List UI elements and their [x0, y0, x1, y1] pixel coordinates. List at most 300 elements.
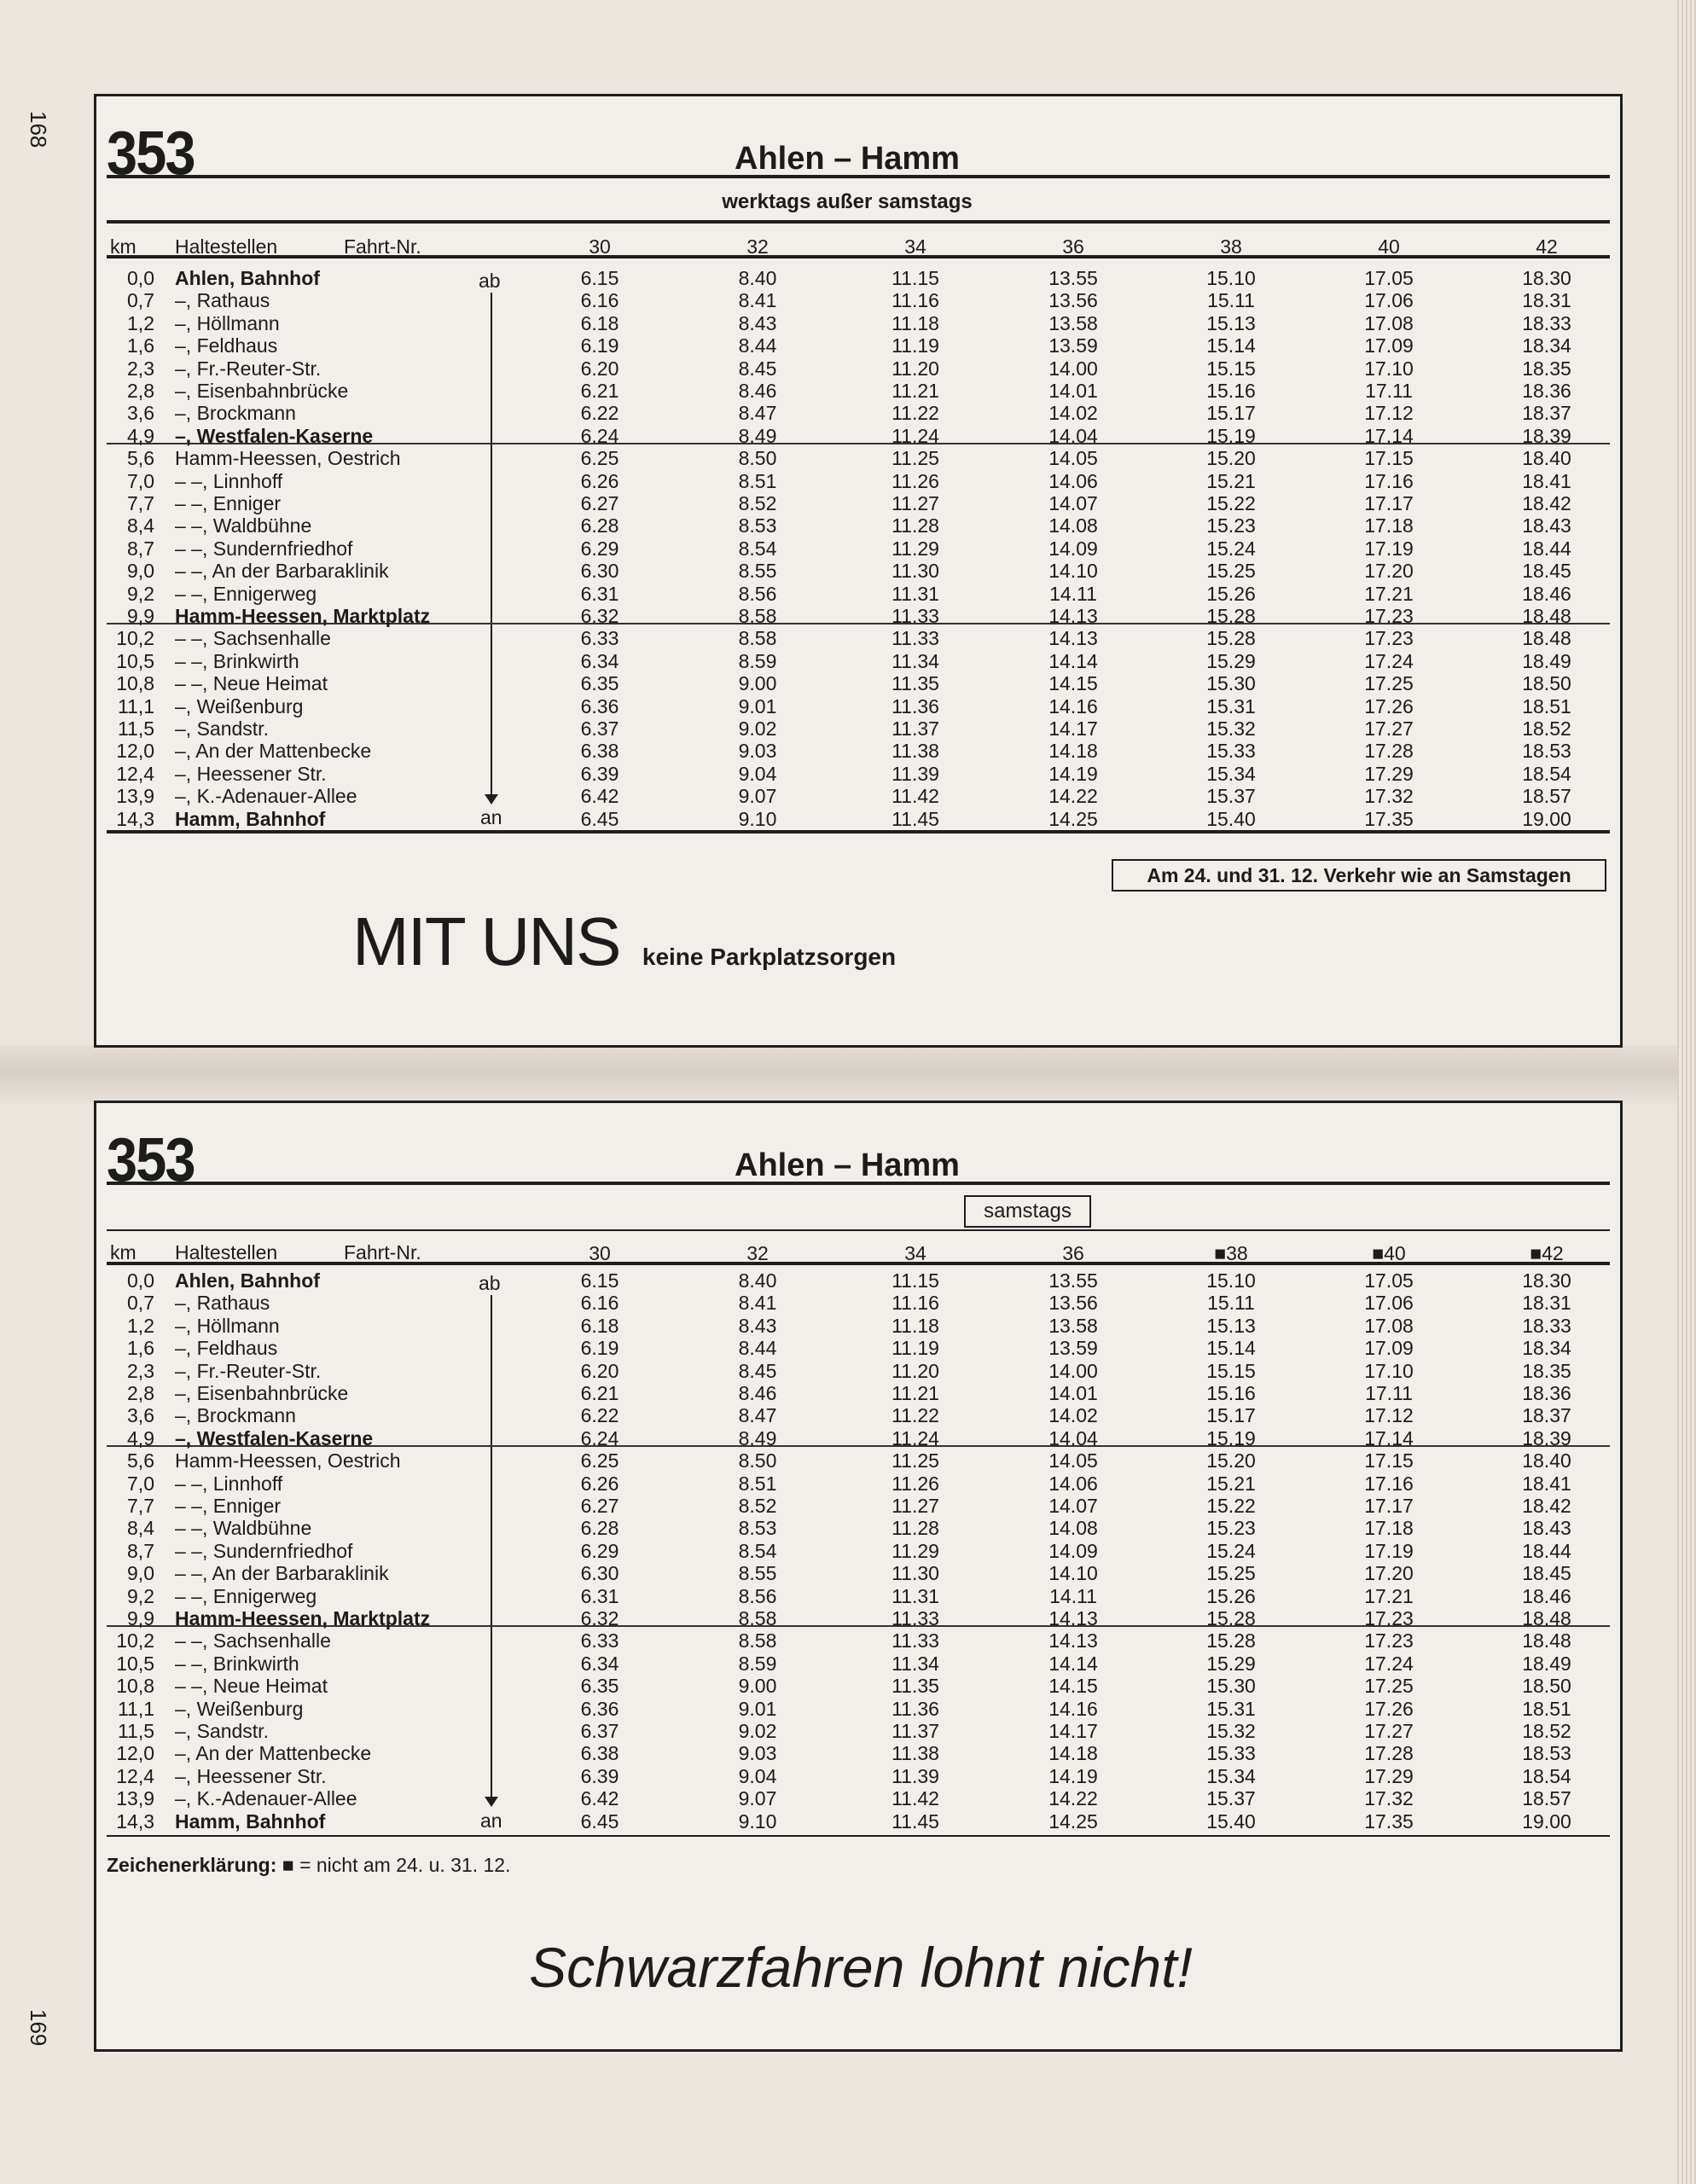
departure-time: 14.11 — [1049, 582, 1097, 605]
table-bottom-rule — [107, 1835, 1610, 1837]
departure-time: 15.19 — [1206, 424, 1256, 447]
stop-name: – –, Neue Heimat — [175, 1675, 328, 1698]
km-cell: 0,0 — [127, 267, 154, 289]
departure-time: 15.31 — [1206, 694, 1256, 717]
km-cell: 0,7 — [127, 1292, 154, 1315]
km-cell: 10,5 — [116, 649, 154, 672]
stop-name: – –, Ennigerweg — [175, 582, 317, 605]
departure-time: 14.17 — [1048, 1720, 1098, 1742]
departure-time: 6.21 — [580, 380, 619, 402]
departure-time: 14.10 — [1048, 1562, 1098, 1585]
departure-time: 6.24 — [580, 424, 619, 447]
departure-time: 6.39 — [580, 1764, 619, 1787]
table-row — [107, 267, 1610, 289]
departure-time: 11.24 — [892, 1426, 939, 1449]
table-row — [107, 1315, 1610, 1337]
departure-time: 15.28 — [1206, 605, 1256, 627]
departure-time: 9.01 — [738, 694, 777, 717]
km-cell: 4,9 — [127, 1426, 154, 1449]
departure-time: 9.02 — [738, 717, 777, 740]
departure-time: 8.47 — [738, 1404, 777, 1427]
km-cell: 9,0 — [127, 1562, 154, 1585]
header-trip-no: Fahrt-Nr. — [344, 1241, 421, 1263]
departure-time: 9.03 — [738, 1742, 777, 1765]
departure-mark: ab — [479, 1272, 501, 1294]
departure-time: 18.48 — [1522, 1629, 1571, 1653]
stop-name: –, Weißenburg — [175, 694, 304, 717]
departure-time: 17.29 — [1364, 1764, 1414, 1787]
stop-name: –, Heessener Str. — [175, 1764, 327, 1787]
departure-time: 18.43 — [1522, 514, 1571, 537]
km-cell: 1,6 — [127, 334, 154, 357]
departure-time: 17.25 — [1364, 1675, 1414, 1698]
departure-time: 11.33 — [892, 1629, 939, 1653]
departure-time: 15.40 — [1206, 1809, 1256, 1833]
stop-name: Ahlen, Bahnhof — [175, 1269, 320, 1292]
departure-time: 15.20 — [1206, 447, 1256, 470]
departure-time: 6.20 — [580, 1359, 619, 1382]
departure-time: 18.43 — [1522, 1517, 1571, 1540]
departure-time: 6.22 — [580, 1404, 619, 1427]
title-rule — [107, 175, 1610, 178]
departure-time: 11.31 — [892, 582, 939, 605]
departure-time: 17.27 — [1364, 717, 1414, 740]
departure-time: 11.19 — [892, 334, 939, 357]
departure-time: 17.08 — [1364, 311, 1414, 334]
departure-time: 6.38 — [580, 740, 619, 763]
route-number: 353 — [107, 119, 195, 188]
stop-name: Hamm-Heessen, Marktplatz — [175, 1607, 431, 1629]
table-row — [107, 402, 1610, 424]
table-row — [107, 1810, 1610, 1833]
departure-time: 15.40 — [1206, 807, 1256, 830]
departure-time: 18.35 — [1522, 1359, 1571, 1382]
departure-time: 17.15 — [1364, 1449, 1414, 1472]
departure-time: 17.05 — [1364, 1269, 1414, 1292]
departure-time: 15.21 — [1206, 1472, 1256, 1495]
table-row — [107, 1787, 1610, 1809]
departure-time: 14.07 — [1048, 1495, 1098, 1517]
departure-time: 11.34 — [892, 1652, 939, 1675]
departure-time: 17.29 — [1364, 762, 1414, 785]
departure-time: 17.26 — [1364, 694, 1414, 717]
table-row — [107, 380, 1610, 402]
departure-time: 6.16 — [580, 1292, 619, 1315]
departure-time: 18.31 — [1522, 1292, 1571, 1315]
departure-time: 9.04 — [738, 1764, 777, 1787]
departure-time: 6.27 — [580, 492, 619, 514]
departure-time: 15.26 — [1206, 1584, 1256, 1607]
departure-time: 13.55 — [1048, 1269, 1098, 1292]
departure-time: 15.32 — [1206, 717, 1256, 740]
km-cell: 9,9 — [127, 605, 154, 627]
table-row — [107, 1629, 1610, 1652]
table-bottom-rule — [107, 830, 1610, 834]
departure-time: 11.25 — [892, 1449, 939, 1472]
departure-time: 11.38 — [892, 1742, 939, 1765]
km-cell: 7,0 — [127, 469, 154, 492]
departure-time: 11.35 — [892, 672, 939, 695]
departure-time: 11.21 — [892, 1382, 939, 1404]
departure-time: 11.45 — [892, 1809, 939, 1833]
departure-time: 6.31 — [580, 1584, 619, 1607]
trip-number: ■40 — [1372, 1242, 1406, 1264]
departure-time: 9.00 — [738, 672, 777, 695]
departure-time: 18.48 — [1522, 627, 1571, 650]
stop-name: –, Höllmann — [175, 311, 280, 334]
departure-time: 17.09 — [1364, 334, 1414, 357]
departure-time: 17.11 — [1365, 380, 1413, 402]
departure-time: 11.39 — [892, 1764, 939, 1787]
departure-time: 11.39 — [892, 762, 939, 785]
page-number-top: 168 — [26, 111, 51, 148]
departure-time: 14.25 — [1048, 1809, 1098, 1833]
trip-number: 30 — [589, 1242, 611, 1264]
departure-time: 14.17 — [1048, 717, 1098, 740]
km-cell: 5,6 — [127, 1449, 154, 1472]
stop-name: –, Westfalen-Kaserne — [175, 424, 374, 447]
stop-name: –, K.-Adenauer-Allee — [175, 785, 357, 808]
departure-time: 8.40 — [738, 1269, 777, 1292]
departure-time: 11.20 — [892, 1359, 939, 1382]
departure-time: 8.59 — [738, 649, 777, 672]
departure-time: 14.16 — [1048, 1697, 1098, 1720]
trip-number: 38 — [1220, 235, 1242, 258]
departure-time: 11.33 — [892, 1607, 939, 1629]
departure-time: 6.20 — [580, 357, 619, 380]
departure-time: 17.10 — [1364, 1359, 1414, 1382]
departure-time: 6.15 — [580, 267, 619, 289]
departure-time: 18.40 — [1522, 1449, 1571, 1472]
stop-name: – –, An der Barbaraklinik — [175, 1562, 389, 1585]
departure-time: 8.44 — [738, 334, 777, 357]
stop-name: – –, Sachsenhalle — [175, 627, 331, 650]
legend-label: Zeichenerklärung: — [107, 1854, 277, 1876]
departure-time: 18.40 — [1522, 447, 1571, 470]
departure-time: 18.30 — [1522, 267, 1571, 289]
km-cell: 8,4 — [127, 514, 154, 537]
departure-time: 14.22 — [1048, 1787, 1098, 1810]
departure-time: 6.37 — [580, 717, 619, 740]
departure-time: 6.30 — [580, 1562, 619, 1585]
departure-time: 11.42 — [892, 1787, 939, 1810]
departure-time: 15.13 — [1206, 1314, 1256, 1337]
departure-time: 11.33 — [892, 627, 939, 650]
table-row — [107, 447, 1610, 469]
table-row — [107, 740, 1610, 762]
table-row — [107, 1607, 1610, 1629]
departure-time: 11.33 — [892, 605, 939, 627]
departure-time: 18.31 — [1522, 289, 1571, 312]
departure-time: 9.00 — [738, 1675, 777, 1698]
departure-time: 17.23 — [1364, 605, 1414, 627]
departure-time: 11.37 — [892, 1720, 939, 1742]
departure-time: 6.15 — [580, 1269, 619, 1292]
stop-name: Hamm-Heessen, Oestrich — [175, 447, 401, 470]
departure-time: 15.11 — [1207, 1292, 1255, 1315]
departure-time: 9.03 — [738, 740, 777, 763]
departure-time: 18.39 — [1522, 1426, 1571, 1449]
departure-time: 6.25 — [580, 1449, 619, 1472]
departure-time: 17.26 — [1364, 1697, 1414, 1720]
departure-time: 15.28 — [1206, 1607, 1256, 1629]
holiday-notice: Am 24. und 31. 12. Verkehr wie an Samstagen — [1112, 859, 1606, 892]
departure-time: 11.16 — [892, 289, 939, 312]
departure-time: 13.56 — [1048, 289, 1098, 312]
departure-time: 11.29 — [892, 1539, 939, 1562]
table-row — [107, 1382, 1610, 1404]
departure-time: 15.22 — [1206, 1495, 1256, 1517]
departure-time: 8.51 — [738, 1472, 777, 1495]
table-row — [107, 1472, 1610, 1495]
departure-time: 14.09 — [1048, 537, 1098, 560]
departure-time: 6.19 — [580, 334, 619, 357]
departure-time: 11.36 — [892, 1697, 939, 1720]
departure-time: 17.18 — [1364, 1517, 1414, 1540]
departure-time: 11.27 — [892, 1495, 939, 1517]
departure-time: 14.10 — [1048, 560, 1098, 583]
departure-time: 9.07 — [738, 1787, 777, 1810]
departure-time: 17.14 — [1364, 424, 1414, 447]
departure-time: 8.51 — [738, 469, 777, 492]
departure-time: 17.32 — [1364, 1787, 1414, 1810]
departure-time: 9.07 — [738, 785, 777, 808]
stop-name: –, An der Mattenbecke — [175, 1742, 372, 1765]
departure-time: 18.51 — [1522, 694, 1571, 717]
departure-time: 17.16 — [1364, 469, 1414, 492]
departure-time: 17.32 — [1364, 785, 1414, 808]
departure-time: 17.09 — [1364, 1337, 1414, 1360]
stop-name: Ahlen, Bahnhof — [175, 267, 320, 289]
departure-time: 13.59 — [1048, 334, 1098, 357]
header-stops: Haltestellen — [175, 235, 278, 258]
departure-time: 17.27 — [1364, 1720, 1414, 1742]
table-row — [107, 470, 1610, 492]
trip-number: 34 — [904, 235, 926, 258]
departure-time: 15.16 — [1206, 380, 1256, 402]
legend-text: ■ = nicht am 24. u. 31. 12. — [282, 1854, 511, 1876]
departure-time: 18.34 — [1522, 1337, 1571, 1360]
departure-time: 8.50 — [738, 447, 777, 470]
departure-time: 8.47 — [738, 402, 777, 425]
departure-time: 8.58 — [738, 1607, 777, 1629]
departure-time: 8.43 — [738, 311, 777, 334]
stop-name: –, Fr.-Reuter-Str. — [175, 357, 322, 380]
table-row — [107, 425, 1610, 447]
departure-time: 11.28 — [892, 514, 939, 537]
stop-name: –, Feldhaus — [175, 1337, 278, 1360]
km-cell: 7,7 — [127, 1495, 154, 1517]
timetable-saturdays — [94, 1101, 1623, 2052]
departure-time: 11.20 — [892, 357, 939, 380]
departure-time: 8.49 — [738, 424, 777, 447]
departure-time: 14.09 — [1048, 1539, 1098, 1562]
departure-time: 6.42 — [580, 1787, 619, 1810]
stop-name: –, Feldhaus — [175, 334, 278, 357]
departure-time: 11.36 — [892, 694, 939, 717]
departure-time: 6.29 — [580, 1539, 619, 1562]
arrival-mark: an — [480, 806, 502, 828]
departure-time: 11.26 — [892, 1472, 939, 1495]
departure-time: 14.13 — [1048, 1629, 1098, 1653]
km-cell: 0,0 — [127, 1269, 154, 1292]
departure-time: 15.26 — [1206, 582, 1256, 605]
trip-number: 36 — [1062, 1242, 1084, 1264]
departure-time: 6.35 — [580, 672, 619, 695]
departure-time: 6.19 — [580, 1337, 619, 1360]
trip-number: 32 — [746, 235, 769, 258]
departure-time: 11.35 — [892, 1675, 939, 1698]
departure-time: 11.22 — [892, 1404, 939, 1427]
service-day: samstags — [964, 1195, 1091, 1228]
departure-time: 8.58 — [738, 1629, 777, 1653]
departure-time: 18.44 — [1522, 537, 1571, 560]
departure-time: 6.29 — [580, 537, 619, 560]
km-cell: 4,9 — [127, 424, 154, 447]
departure-time: 8.46 — [738, 380, 777, 402]
departure-time: 17.21 — [1364, 1584, 1414, 1607]
departure-time: 17.35 — [1364, 807, 1414, 830]
header-trip-no: Fahrt-Nr. — [344, 235, 421, 258]
departure-time: 6.37 — [580, 1720, 619, 1742]
departure-time: 6.34 — [580, 649, 619, 672]
departure-time: 8.41 — [738, 289, 777, 312]
departure-time: 15.25 — [1206, 560, 1256, 583]
departure-time: 8.55 — [738, 560, 777, 583]
stop-name: – –, Neue Heimat — [175, 672, 328, 695]
departure-time: 18.49 — [1522, 649, 1571, 672]
table-row — [107, 537, 1610, 560]
stop-name: Hamm, Bahnhof — [175, 1809, 326, 1833]
departure-time: 18.36 — [1522, 380, 1571, 402]
departure-time: 15.22 — [1206, 492, 1256, 514]
stop-name: –, Eisenbahnbrücke — [175, 380, 349, 402]
departure-time: 11.21 — [892, 380, 939, 402]
departure-time: 14.02 — [1048, 402, 1098, 425]
table-row — [107, 289, 1610, 311]
table-row — [107, 1742, 1610, 1764]
departure-time: 13.59 — [1048, 1337, 1098, 1360]
departure-time: 11.18 — [892, 1314, 939, 1337]
table-row — [107, 717, 1610, 740]
stop-name: – –, Linnhoff — [175, 1472, 283, 1495]
departure-time: 18.39 — [1522, 424, 1571, 447]
departure-time: 9.10 — [738, 1809, 777, 1833]
stop-name: – –, Brinkwirth — [175, 649, 299, 672]
departure-time: 14.06 — [1048, 1472, 1098, 1495]
departure-time: 18.37 — [1522, 402, 1571, 425]
departure-time: 17.28 — [1364, 740, 1414, 763]
departure-time: 15.15 — [1206, 1359, 1256, 1382]
trip-number: 32 — [746, 1242, 769, 1264]
departure-time: 17.21 — [1364, 582, 1414, 605]
table-row — [107, 334, 1610, 357]
stop-name: –, Rathaus — [175, 289, 270, 312]
departure-time: 15.37 — [1206, 1787, 1256, 1810]
stop-name: – –, Waldbühne — [175, 1517, 312, 1540]
departure-time: 15.32 — [1206, 1720, 1256, 1742]
table-row — [107, 1517, 1610, 1539]
departure-time: 15.29 — [1206, 649, 1256, 672]
departure-time: 6.32 — [580, 605, 619, 627]
departure-time: 19.00 — [1522, 1809, 1571, 1833]
km-cell: 1,6 — [127, 1337, 154, 1360]
table-row — [107, 1698, 1610, 1720]
departure-time: 18.46 — [1522, 1584, 1571, 1607]
departure-time: 17.08 — [1364, 1314, 1414, 1337]
departure-time: 14.08 — [1048, 514, 1098, 537]
departure-time: 15.34 — [1206, 1764, 1256, 1787]
stop-name: – –, Enniger — [175, 1495, 282, 1517]
departure-time: 15.20 — [1206, 1449, 1256, 1472]
departure-time: 15.31 — [1206, 1697, 1256, 1720]
km-cell: 2,8 — [127, 380, 154, 402]
km-cell: 3,6 — [127, 1404, 154, 1427]
page-edge — [1677, 0, 1696, 2184]
departure-time: 17.35 — [1364, 1809, 1414, 1833]
table-row — [107, 1720, 1610, 1742]
table-row — [107, 1404, 1610, 1426]
departure-time: 6.18 — [580, 311, 619, 334]
stop-name: – –, Ennigerweg — [175, 1584, 317, 1607]
departure-time: 11.16 — [892, 1292, 939, 1315]
table-row — [107, 1765, 1610, 1787]
departure-time: 14.00 — [1048, 1359, 1098, 1382]
departure-mark: ab — [479, 270, 501, 292]
km-cell: 1,2 — [127, 1314, 154, 1337]
departure-time: 18.54 — [1522, 762, 1571, 785]
km-cell: 11,5 — [117, 1720, 154, 1742]
departure-time: 17.12 — [1364, 402, 1414, 425]
table-row — [107, 1449, 1610, 1472]
km-cell: 8,7 — [127, 537, 154, 560]
departure-time: 6.16 — [580, 289, 619, 312]
departure-time: 11.37 — [892, 717, 939, 740]
departure-time: 6.21 — [580, 1382, 619, 1404]
departure-time: 17.11 — [1365, 1382, 1413, 1404]
departure-time: 18.50 — [1522, 672, 1571, 695]
table-row — [107, 1675, 1610, 1697]
legend — [107, 1854, 510, 1877]
departure-time: 14.22 — [1048, 785, 1098, 808]
departure-time: 6.42 — [580, 785, 619, 808]
departure-time: 11.18 — [892, 311, 939, 334]
departure-time: 18.45 — [1522, 1562, 1571, 1585]
departure-time: 17.12 — [1364, 1404, 1414, 1427]
departure-time: 8.58 — [738, 627, 777, 650]
trip-number: 36 — [1062, 235, 1084, 258]
departure-time: 15.28 — [1206, 627, 1256, 650]
table-row — [107, 1292, 1610, 1314]
departure-time: 17.19 — [1364, 1539, 1414, 1562]
departure-time: 18.42 — [1522, 1495, 1571, 1517]
table-row — [107, 1585, 1610, 1607]
km-cell: 1,2 — [127, 311, 154, 334]
departure-time: 17.05 — [1364, 267, 1414, 289]
departure-time: 8.56 — [738, 582, 777, 605]
km-cell: 13,9 — [116, 785, 154, 808]
km-cell: 2,8 — [127, 1382, 154, 1404]
departure-time: 8.40 — [738, 267, 777, 289]
departure-time: 13.58 — [1048, 311, 1098, 334]
departure-time: 14.13 — [1048, 605, 1098, 627]
departure-time: 15.28 — [1206, 1629, 1256, 1653]
table-row — [107, 1653, 1610, 1675]
km-cell: 10,2 — [116, 1629, 154, 1653]
stop-name: –, Höllmann — [175, 1314, 280, 1337]
departure-time: 18.57 — [1522, 785, 1571, 808]
departure-time: 17.23 — [1364, 1629, 1414, 1653]
